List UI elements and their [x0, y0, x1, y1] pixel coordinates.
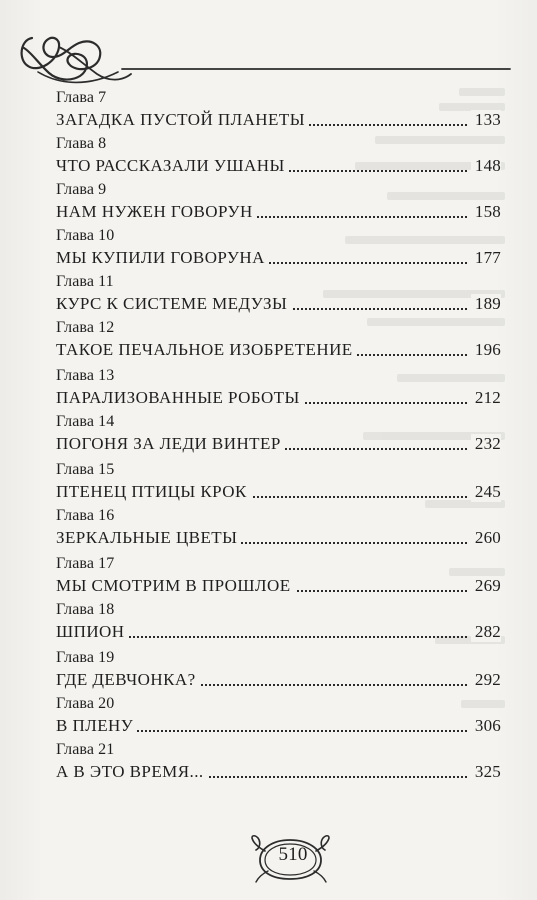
entry-title: ТАКОЕ ПЕЧАЛЬНОЕ ИЗОБРЕТЕНИЕ — [56, 340, 357, 360]
toc-entry — [56, 202, 501, 228]
chapter-label: Глава 14 — [56, 413, 115, 430]
toc-entry — [56, 110, 501, 136]
chapter-label: Глава 16 — [56, 507, 115, 524]
toc-entry — [56, 156, 501, 182]
toc-entry — [56, 576, 501, 602]
chapter-label: Глава 13 — [56, 367, 115, 384]
toc-entry — [56, 670, 501, 696]
chapter-label: Глава 21 — [56, 741, 115, 758]
entry-title: КУРС К СИСТЕМЕ МЕДУЗЫ — [56, 294, 291, 314]
entry-page-number: 292 — [471, 670, 501, 690]
entry-page-number: 282 — [471, 622, 501, 642]
chapter-label: Глава 10 — [56, 227, 115, 244]
entry-title: ЗЕРКАЛЬНЫЕ ЦВЕТЫ — [56, 528, 241, 548]
toc-entry — [56, 434, 501, 460]
entry-page-number: 148 — [471, 156, 501, 176]
entry-page-number: 196 — [471, 340, 501, 360]
toc-entry — [56, 716, 501, 742]
entry-page-number: 158 — [471, 202, 501, 222]
chapter-label: Глава 19 — [56, 649, 115, 666]
entry-title: ГДЕ ДЕВЧОНКА? — [56, 670, 200, 690]
entry-page-number: 189 — [471, 294, 501, 314]
entry-page-number: 212 — [471, 388, 501, 408]
toc-entry — [56, 294, 501, 320]
entry-title: ЗАГАДКА ПУСТОЙ ПЛАНЕТЫ — [56, 110, 309, 130]
toc-entry — [56, 388, 501, 414]
entry-page-number: 232 — [471, 434, 501, 454]
entry-page-number: 245 — [471, 482, 501, 502]
chapter-label: Глава 12 — [56, 319, 115, 336]
entry-page-number: 133 — [471, 110, 501, 130]
entry-page-number: 260 — [471, 528, 501, 548]
entry-page-number: 269 — [471, 576, 501, 596]
toc-entry — [56, 528, 501, 554]
chapter-label: Глава 8 — [56, 135, 107, 152]
entry-title: ПОГОНЯ ЗА ЛЕДИ ВИНТЕР — [56, 434, 285, 454]
entry-title: МЫ СМОТРИМ В ПРОШЛОЕ — [56, 576, 295, 596]
toc-entry — [56, 248, 501, 274]
entry-page-number: 177 — [471, 248, 501, 268]
entry-title: НАМ НУЖЕН ГОВОРУН — [56, 202, 257, 222]
chapter-label: Глава 17 — [56, 555, 115, 572]
entry-title: А В ЭТО ВРЕМЯ... — [56, 762, 208, 782]
chapter-label: Глава 7 — [56, 89, 107, 106]
toc-entry — [56, 482, 501, 508]
chapter-label: Глава 11 — [56, 273, 114, 290]
toc-entry — [56, 762, 501, 788]
entry-title: В ПЛЕНУ — [56, 716, 137, 736]
entry-page-number: 325 — [471, 762, 501, 782]
toc-entry — [56, 622, 501, 648]
entry-title: ЧТО РАССКАЗАЛИ УШАНЫ — [56, 156, 289, 176]
entry-title: ШПИОН — [56, 622, 129, 642]
entry-title: ПТЕНЕЦ ПТИЦЫ КРОК — [56, 482, 251, 502]
chapter-label: Глава 9 — [56, 181, 107, 198]
entry-title: МЫ КУПИЛИ ГОВОРУНА — [56, 248, 269, 268]
page-number: 510 — [278, 844, 308, 865]
chapter-label: Глава 18 — [56, 601, 115, 618]
chapter-label: Глава 15 — [56, 461, 115, 478]
entry-title: ПАРАЛИЗОВАННЫЕ РОБОТЫ — [56, 388, 304, 408]
chapter-label: Глава 20 — [56, 695, 115, 712]
entry-page-number: 306 — [471, 716, 501, 736]
toc-entry — [56, 340, 501, 366]
